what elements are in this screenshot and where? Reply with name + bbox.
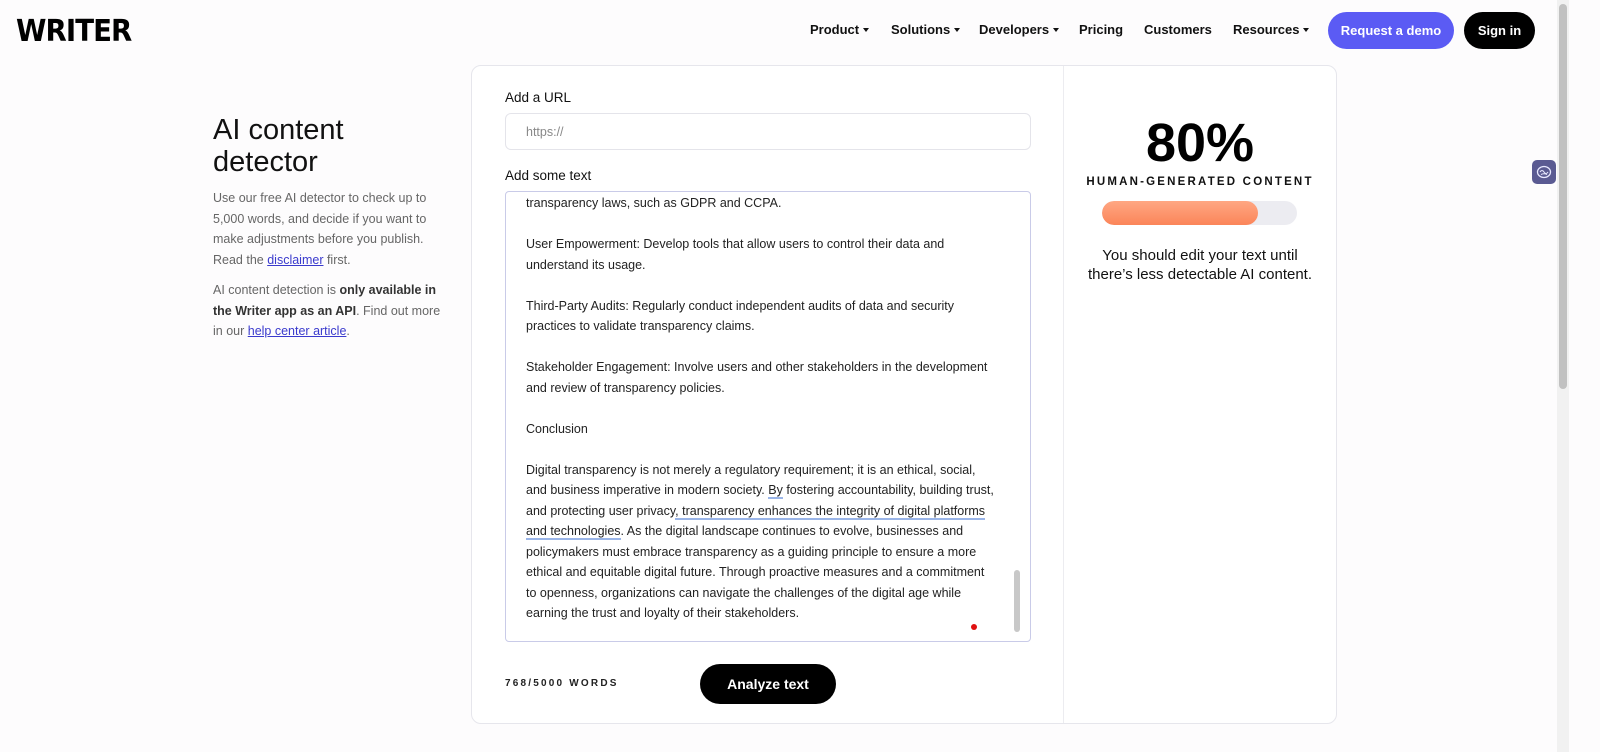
nav-resources-label: Resources — [1233, 22, 1300, 37]
nav-solutions-label: Solutions — [891, 22, 951, 37]
chevron-down-icon — [1053, 28, 1059, 32]
intro-text: Use our free AI detector to check up to 5,000 words, and decide if you want to make adjustments before you publish. Read the — [213, 191, 427, 267]
site-header — [0, 0, 1600, 64]
page-scrollbar-thumb[interactable] — [1559, 4, 1567, 389]
nav-customers-label: Customers — [1144, 22, 1212, 37]
text-span: Digital transparency is not merely a regulatory requirement; it is an ethical, social, and business imperative in modern society. — [526, 462, 976, 497]
nav-pricing[interactable] — [1079, 22, 1123, 37]
page-title: AI content detector — [213, 114, 344, 178]
brain-icon-glyph — [1536, 164, 1552, 180]
chevron-down-icon — [954, 28, 960, 32]
nav-resources[interactable] — [1233, 22, 1309, 37]
result-message: You should edit your text until there’s less detectable AI content. — [1087, 247, 1313, 283]
highlighted-text[interactable]: By — [768, 483, 783, 497]
chevron-down-icon — [863, 28, 869, 32]
url-label: Add a URL — [505, 90, 572, 105]
text-line: Third-Party Audits: Regularly conduct independent audits of data and security practices to validate transparency claims. — [526, 298, 955, 333]
writer-logo[interactable]: WRITER — [16, 14, 132, 49]
result-progress-bar — [1102, 201, 1297, 225]
sign-in-button[interactable]: Sign in — [1464, 12, 1535, 49]
text-line: transparency laws, such as GDPR and CCPA. — [526, 196, 782, 210]
result-label: HUMAN-GENERATED CONTENT — [1086, 176, 1314, 188]
text-line: Stakeholder Engagement: Involve users and other stakeholders in the development and review of transparency policies. — [526, 360, 988, 395]
highlighted-text[interactable]: , transparency enhances the integrity of digital platforms and technologies — [526, 503, 986, 538]
intro-description — [213, 188, 453, 270]
intro-bold-text: only available in the Writer app as an API — [213, 283, 437, 318]
detector-card — [471, 65, 1337, 724]
text-span: . As the digital landscape continues to evolve, businesses and policymakers must embrace transparency as a guiding principle to ensure a more ethical and equitable digital future. Through proactive measures and a commitment to openness, organizations can navigate the challenges of the digital age while earning the trust and loyalty of their stakeholders. — [526, 524, 985, 620]
nav-product[interactable] — [810, 22, 869, 37]
red-dot-indicator — [971, 624, 977, 630]
nav-product-label: Product — [810, 22, 860, 37]
nav-solutions[interactable] — [891, 22, 960, 37]
result-percentage: 80% — [1145, 113, 1255, 173]
text-content — [526, 193, 996, 624]
textarea-scrollbar[interactable] — [1014, 570, 1020, 632]
intro-text: . — [346, 324, 350, 338]
nav-customers[interactable] — [1144, 22, 1212, 37]
brain-icon[interactable] — [1532, 160, 1556, 184]
disclaimer-link[interactable]: disclaimer — [267, 252, 324, 267]
result-progress-fill — [1102, 201, 1258, 225]
text-label: Add some text — [505, 168, 592, 183]
intro-text: first. — [323, 252, 351, 267]
intro-text: AI content detection is — [213, 283, 340, 297]
help-center-link[interactable]: help center article — [247, 324, 347, 338]
nav-developers[interactable] — [979, 22, 1059, 37]
intro-text: . Find out more in our — [213, 303, 441, 338]
text-input-area[interactable] — [505, 191, 1031, 642]
nav-pricing-label: Pricing — [1079, 22, 1124, 37]
text-line: User Empowerment: Develop tools that allow users to control their data and understand its usage. — [526, 237, 945, 272]
analyze-text-button[interactable]: Analyze text — [700, 664, 836, 704]
intro-section — [213, 114, 453, 342]
text-paragraph — [526, 460, 996, 624]
url-input[interactable] — [505, 113, 1031, 150]
word-count: 768/5000 WORDS — [505, 678, 619, 689]
text-span: fostering accountability, building trust, and protecting user privacy — [526, 483, 994, 518]
text-line: Conclusion — [526, 421, 588, 436]
request-demo-button[interactable]: Request a demo — [1328, 12, 1454, 49]
nav-developers-label: Developers — [979, 22, 1050, 37]
chevron-down-icon — [1303, 28, 1309, 32]
intro-api-note — [213, 280, 453, 342]
